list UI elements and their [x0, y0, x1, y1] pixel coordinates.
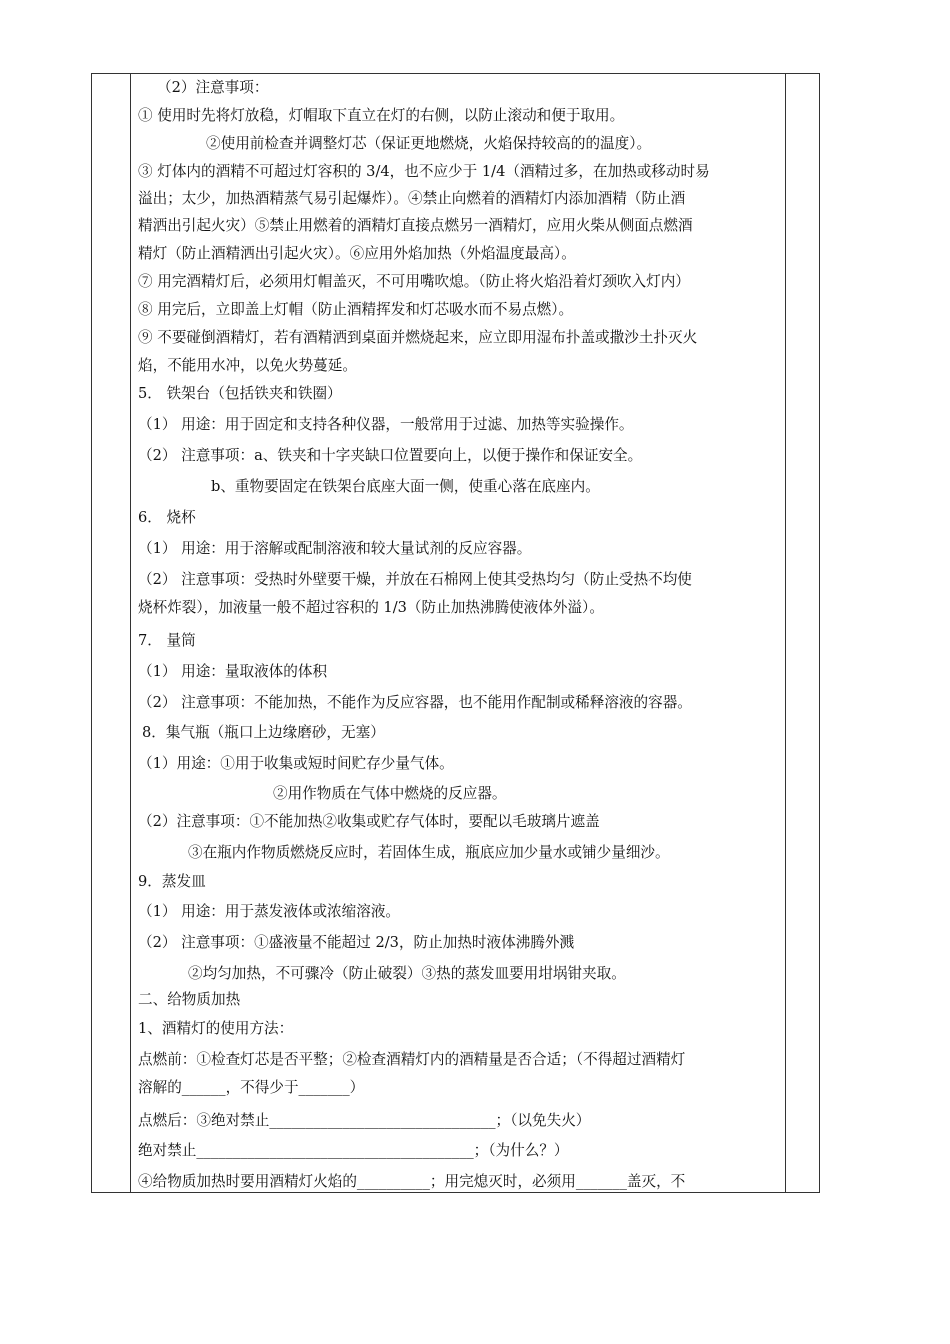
section-heading: 二、给物质加热	[138, 991, 241, 1008]
text-line: （2） 注意事项：a、铁夹和十字夹缺口位置要向上，以便于操作和保证安全。	[138, 447, 643, 464]
text-line: （1）用途：①用于收集或短时间贮存少量气体。	[138, 755, 454, 772]
text-line: （1） 用途：用于溶解或配制溶液和较大量试剂的反应容器。	[138, 540, 532, 557]
text-line: （2）注意事项：①不能加热②收集或贮存气体时，要配以毛玻璃片遮盖	[138, 813, 600, 830]
text-line: ②用作物质在气体中燃烧的反应器。	[273, 785, 507, 802]
text-line: （2）注意事项：	[157, 79, 269, 96]
text-line: 绝对禁止______________________________________；（为什么？）	[138, 1142, 569, 1159]
text-line: 溢出；太少，加热酒精蒸气易引起爆炸）。④禁止向燃着的酒精灯内添加酒精（防止酒	[138, 190, 686, 207]
text-line: ②使用前检查并调整灯芯（保证更地燃烧，火焰保持较高的的温度）。	[206, 135, 652, 152]
text-line: 精洒出引起火灾）⑤禁止用燃着的酒精灯直接点燃另一酒精灯，应用火柴从侧面点燃酒	[138, 217, 693, 234]
text-line: 点燃前：①检查灯芯是否平整；②检查酒精灯内的酒精量是否合适；（不得超过酒精灯	[138, 1051, 686, 1068]
section-heading: 7． 量筒	[138, 632, 196, 649]
section-heading: 5． 铁架台（包括铁夹和铁圈）	[138, 385, 342, 402]
text-line: （1） 用途：量取液体的体积	[138, 663, 328, 680]
section-heading: 9．蒸发皿	[138, 873, 206, 890]
text-line: （1） 用途：用于蒸发液体或浓缩溶液。	[138, 903, 401, 920]
text-line: ⑧ 用完后，立即盖上灯帽（防止酒精挥发和灯芯吸水而不易点燃）。	[138, 301, 574, 318]
table-column-divider-left	[130, 74, 131, 1192]
text-line: ②均匀加热，不可骤冷（防止破裂）③热的蒸发皿要用坩埚钳夹取。	[188, 965, 626, 982]
text-line: （2） 注意事项：受热时外壁要干燥，并放在石棉网上使其受热均匀（防止受热不均使	[138, 571, 692, 588]
text-line: b、重物要固定在铁架台底座大面一侧，使重心落在底座内。	[211, 478, 600, 495]
text-line: 烧杯炸裂），加液量一般不超过容积的 1/3（防止加热沸腾使液体外溢）。	[138, 599, 604, 616]
text-line: 焰，不能用水冲，以免火势蔓延。	[138, 357, 357, 374]
section-heading: 6． 烧杯	[138, 509, 196, 526]
text-line: ④给物质加热时要用酒精灯火焰的__________；用完熄灭时，必须用_______盖灭，不	[138, 1173, 686, 1190]
text-line: ⑦ 用完酒精灯后，必须用灯帽盖灭，不可用嘴吹熄。（防止将火焰沿着灯颈吹入灯内）	[138, 273, 690, 290]
text-line: 点燃后：③绝对禁止_______________________________；（以免失火）	[138, 1112, 591, 1129]
text-line: （1） 用途：用于固定和支持各种仪器，一般常用于过滤、加热等实验操作。	[138, 416, 634, 433]
text-line: ③在瓶内作物质燃烧反应时，若固体生成，瓶底应加少量水或铺少量细沙。	[188, 844, 670, 861]
text-line: 1、酒精灯的使用方法：	[138, 1020, 294, 1037]
table-column-divider-right	[785, 74, 786, 1192]
text-line: ⑨ 不要碰倒酒精灯，若有酒精洒到桌面并燃烧起来，应立即用湿布扑盖或撒沙土扑灭火	[138, 329, 698, 346]
text-line: 溶解的______，不得少于_______）	[138, 1079, 365, 1096]
text-line: （2） 注意事项：①盛液量不能超过 2/3，防止加热时液体沸腾外溅	[138, 934, 575, 951]
text-line: （2） 注意事项：不能加热，不能作为反应容器，也不能用作配制或稀释溶液的容器。	[138, 694, 692, 711]
text-line: ① 使用时先将灯放稳，灯帽取下直立在灯的右侧，以防止滚动和便于取用。	[138, 107, 625, 124]
text-line: ③ 灯体内的酒精不可超过灯容积的 3/4，也不应少于 1/4（酒精过多，在加热或移动时易	[138, 163, 710, 180]
section-heading: 8．集气瓶（瓶口上边缘磨砂，无塞）	[142, 724, 385, 741]
text-line: 精灯（防止酒精洒出引起火灾）。⑥应用外焰加热（外焰温度最高）。	[138, 245, 576, 262]
